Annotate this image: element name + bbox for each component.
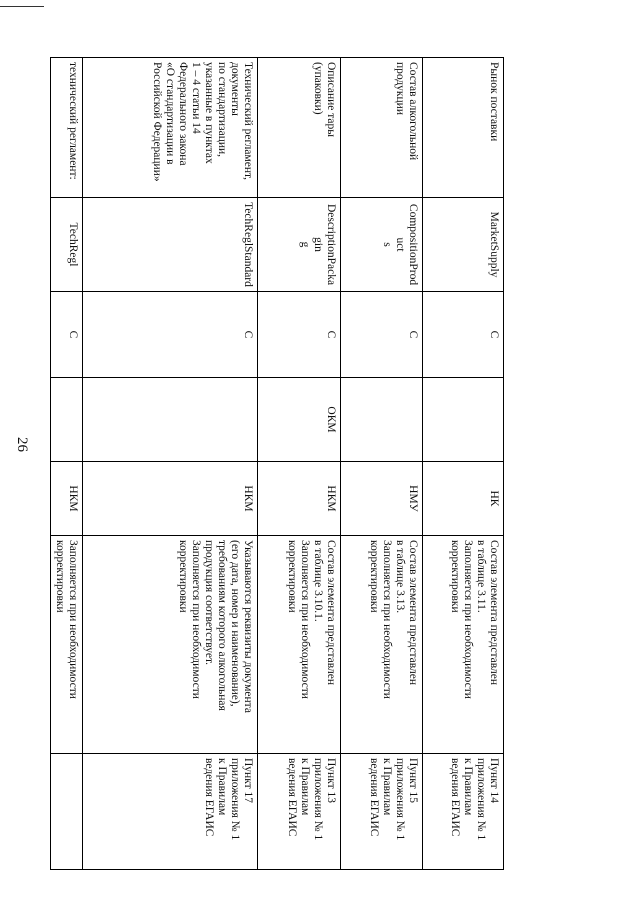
cell-requirement: НМУ — [341, 462, 423, 536]
rotated-table-container — [51, 57, 504, 869]
cell-element: TechRegl — [51, 198, 83, 292]
cell-name: Технический регламент, документы по стандартизации, указанные в пунктах 1 – 4 статьи 14 Федерального закона «О стандартизации в Российской Федерации» — [83, 58, 258, 198]
table-row — [258, 58, 341, 870]
cell-description: Состав элемента представлен в таблице 3.13. Заполняется при необходимости корректировки — [341, 536, 423, 754]
cell-requirement: НКМ — [51, 462, 83, 536]
table-row — [83, 58, 258, 870]
cell-type: С — [258, 292, 341, 378]
cell-extra — [83, 378, 258, 462]
table-row — [341, 58, 423, 870]
cell-requirement: НКМ — [83, 462, 258, 536]
cell-type: С — [341, 292, 423, 378]
cell-element: CompositionProduct s — [341, 198, 423, 292]
cell-type: С — [51, 292, 83, 378]
table-row — [423, 58, 504, 870]
cell-extra — [51, 378, 83, 462]
cell-extra: ОКМ — [258, 378, 341, 462]
cell-name: Рынок поставки — [423, 58, 504, 198]
cell-element: DescriptionPackagin g — [258, 198, 341, 292]
cell-name: Состав алкогольной продукции — [341, 58, 423, 198]
cell-type: С — [423, 292, 504, 378]
cell-description: Состав элемента представлен в таблице 3.11. Заполняется при необходимости корректировки — [423, 536, 504, 754]
requisites-table — [50, 57, 504, 870]
cell-element: TechReglStandard — [83, 198, 258, 292]
cell-name: технический регламент: — [51, 58, 83, 198]
cell-source: Пункт 13 приложения № 1 к Правилам ведения ЕГАИС — [258, 754, 341, 870]
cell-element: MarketSupply — [423, 198, 504, 292]
cell-extra — [341, 378, 423, 462]
cell-description: Состав элемента представлен в таблице 3.10.1. Заполняется при необходимости корректировки — [258, 536, 341, 754]
cell-source — [51, 754, 83, 870]
cell-type: С — [83, 292, 258, 378]
cell-requirement: НКМ — [258, 462, 341, 536]
scan-edge-mark — [0, 6, 44, 7]
cell-source: Пункт 15 приложения № 1 к Правилам ведения ЕГАИС — [341, 754, 423, 870]
cell-source: Пункт 17 приложения № 1 к Правилам ведения ЕГАИС — [83, 754, 258, 870]
cell-extra — [423, 378, 504, 462]
table-row — [51, 58, 83, 870]
cell-description: Заполняется при необходимости корректировки — [51, 536, 83, 754]
cell-source: Пункт 14 приложения № 1 к Правилам ведения ЕГАИС — [423, 754, 504, 870]
page-number: 26 — [14, 437, 30, 452]
cell-description: Указываются реквизиты документа (его дата, номер и наименование), требованиям которого алкогольная продукция соответствует. Заполняется при необходимости корректировки — [83, 536, 258, 754]
cell-name: Описание тары (упаковки) — [258, 58, 341, 198]
cell-requirement: НК — [423, 462, 504, 536]
